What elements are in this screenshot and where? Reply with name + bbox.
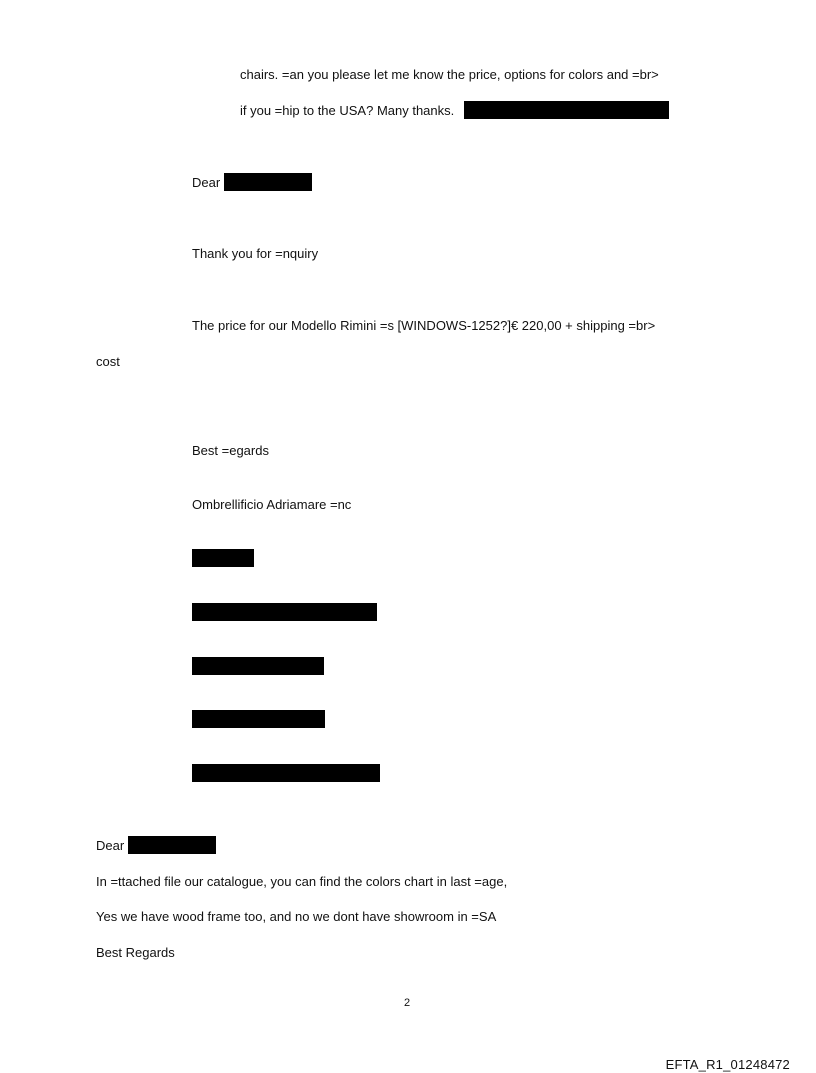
redaction-sig-line-5 (192, 764, 380, 782)
latest-salutation-text: Dear (96, 838, 125, 853)
latest-salutation (96, 838, 124, 854)
quoted-line-2-text: if you =hip to the USA? Many thanks. (240, 103, 455, 118)
reply-salutation-text: Dear (192, 175, 221, 190)
reply-price-continuation: cost (96, 354, 120, 369)
latest-line-2: Yes we have wood frame too, and no we dont have showroom in =SA (96, 909, 497, 924)
reply-company: Ombrellificio Adriamare =nc (192, 497, 352, 512)
latest-closing: Best Regards (96, 945, 175, 960)
redaction-sig-line-2 (192, 603, 377, 621)
reply-price-line: The price for our Modello Rimini =s [WINDOWS-1252?]€ 220,00 + shipping =br> (192, 318, 656, 333)
redaction-recipient-name (224, 173, 312, 191)
footer-document-id: EFTA_R1_01248472 (665, 1057, 790, 1072)
reply-closing: Best =egards (192, 443, 269, 458)
redaction-sig-line-4 (192, 710, 325, 728)
reply-thanks: Thank you for =nquiry (192, 246, 319, 261)
page-number: 2 (404, 997, 411, 1009)
quoted-line-1: chairs. =an you please let me know the price, options for colors and =br> (240, 67, 659, 82)
reply-salutation (192, 175, 220, 191)
redaction-sig-line-1 (192, 549, 254, 567)
latest-line-1: In =ttached file our catalogue, you can find the colors chart in last =age, (96, 874, 508, 889)
redaction-signature (464, 101, 669, 119)
redaction-latest-recipient (128, 836, 216, 854)
redaction-sig-line-3 (192, 657, 324, 675)
quoted-line-2 (240, 103, 454, 119)
